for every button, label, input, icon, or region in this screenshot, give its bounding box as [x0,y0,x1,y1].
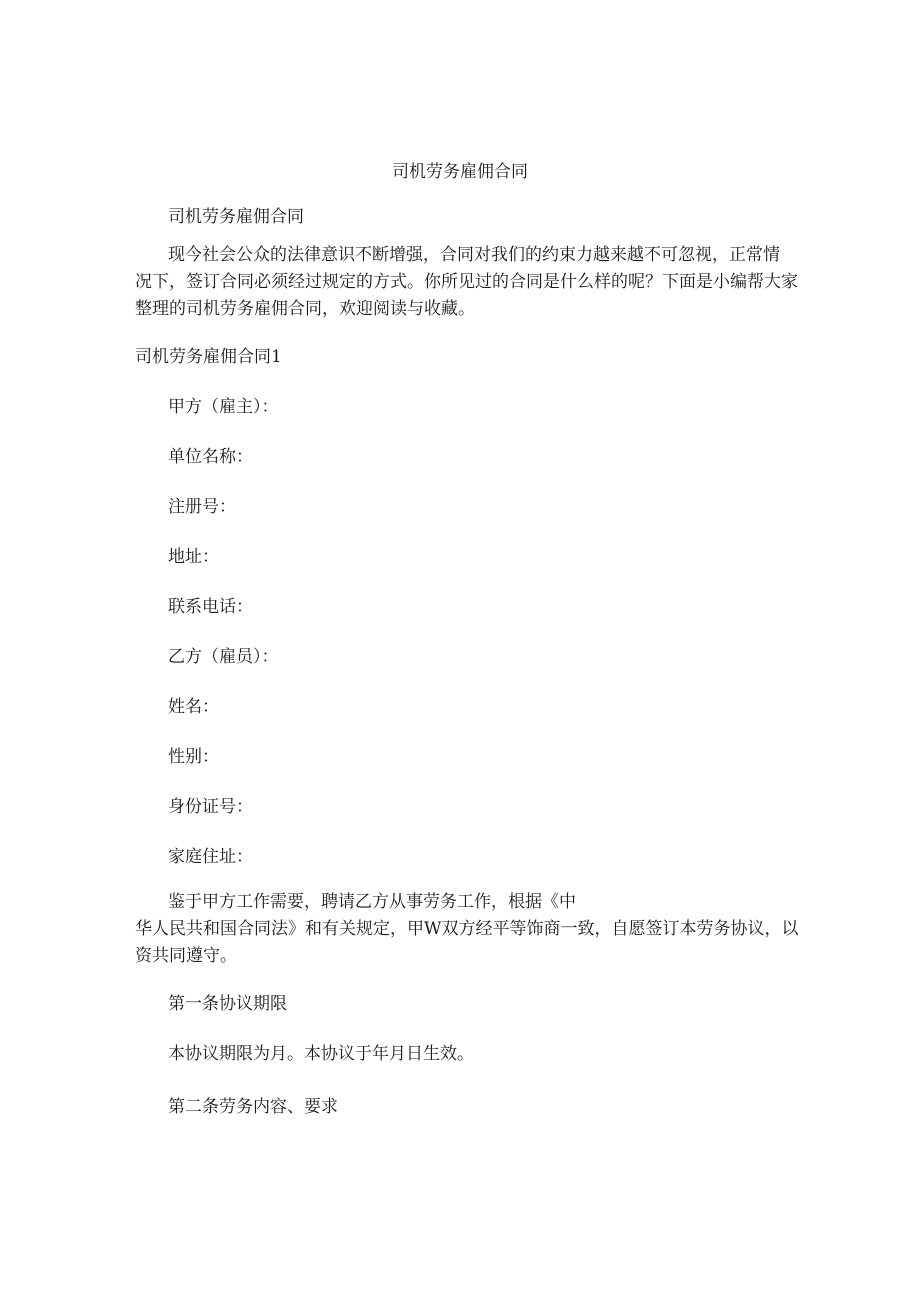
field-party-a: 甲方（雇主）： [168,397,279,417]
preamble-line-3: 资共同遵守。 [135,946,237,966]
article-2-title: 第二条劳务内容、要求 [168,1097,338,1117]
document-subtitle: 司机劳务雇佣合同 [168,207,304,227]
intro-line-2: 况下，签订合同必须经过规定的方式。你所见过的合同是什么样的呢？下面是小编帮大家 [135,272,798,292]
field-party-b: 乙方（雇员）： [168,647,279,667]
document-title: 司机劳务雇佣合同 [392,162,528,182]
field-home-address: 家庭住址： [168,847,253,867]
section-heading: 司机劳务雇佣合同1 [135,347,282,367]
field-registration-number: 注册号： [168,497,236,517]
preamble-line-2: 华人民共和国合同法》和有关规定，甲W双方经平等饰商一致，自愿签订本劳务协议，以 [135,919,799,939]
intro-line-1: 现今社会公众的法律意识不断增强，合同对我们的约束力越来越不可忽视，正常情 [168,245,780,265]
field-phone: 联系电话： [168,597,253,617]
field-address: 地址： [168,547,219,567]
article-1-text: 本协议期限为月。本协议于年月日生效。 [168,1044,474,1064]
field-company-name: 单位名称： [168,447,253,467]
field-gender: 性别： [168,747,219,767]
field-name: 姓名： [168,697,219,717]
preamble-line-1: 鉴于甲方工作需要，聘请乙方从事劳务工作，根据《中 [168,892,576,912]
article-1-title: 第一条协议期限 [168,994,287,1014]
intro-line-3: 整理的司机劳务雇佣合同，欢迎阅读与收藏。 [135,299,475,319]
field-id-number: 身份证号： [168,797,253,817]
